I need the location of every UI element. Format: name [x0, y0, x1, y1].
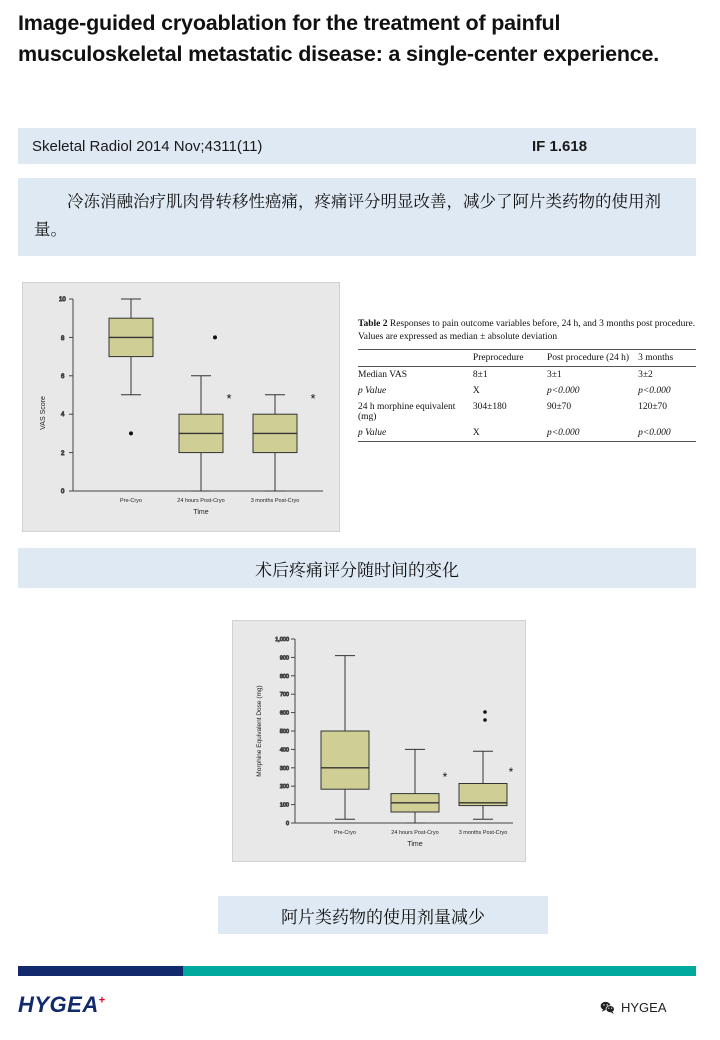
table-cell-variable: p Value	[358, 386, 387, 396]
svg-text:500: 500	[279, 729, 289, 735]
figure-b-caption-bar	[218, 896, 548, 934]
footer-rule-teal	[183, 966, 696, 976]
table-cell-pre: 8±1	[472, 370, 488, 380]
table-row	[358, 383, 696, 399]
svg-text:Morphine Equivalent Dose (mg): Morphine Equivalent Dose (mg)	[256, 685, 263, 777]
svg-text:900: 900	[279, 655, 289, 662]
svg-text:100: 100	[279, 802, 289, 809]
table-cell-variable: p Value	[358, 428, 387, 438]
svg-text:200: 200	[279, 784, 289, 791]
table-header-variable	[358, 350, 473, 367]
table-cell-pre: X	[472, 386, 480, 396]
hygea-logo-text: HYGEA	[18, 992, 99, 1017]
summary-box	[18, 178, 696, 256]
table-cell-pre: X	[472, 428, 480, 438]
figure-b-svg	[233, 621, 523, 859]
table-row	[358, 367, 696, 384]
svg-text:3 months Post-Cryo: 3 months Post-Cryo	[250, 498, 300, 504]
svg-text:800: 800	[279, 673, 289, 680]
table-cell-variable: Median VAS	[358, 370, 408, 380]
table-cell-3m: p<0.000	[638, 386, 671, 396]
svg-text:8: 8	[61, 336, 65, 342]
wechat-label: HYGEA	[621, 1000, 667, 1015]
table-row	[358, 425, 696, 442]
hygea-logo-mark: +	[98, 994, 106, 1007]
table-cell-post24: p<0.000	[546, 386, 580, 396]
svg-text:Pre-Cryo: Pre-Cryo	[119, 498, 143, 504]
svg-text:6: 6	[61, 374, 65, 380]
table-label: Table 2	[358, 319, 388, 329]
journal-reference-bar	[18, 128, 696, 164]
figure-a-svg	[23, 283, 337, 529]
figure-a-caption: 术后疼痛评分随时间的变化	[255, 560, 459, 580]
table-header-preprocedure: Preprocedure	[472, 353, 524, 363]
hygea-logo	[18, 992, 106, 1018]
wechat-account	[600, 1000, 667, 1015]
footer-rule	[18, 966, 696, 976]
journal-reference: Skeletal Radiol 2014 Nov;4311(11)	[32, 137, 263, 155]
summary-text: 冷冻消融治疗肌肉骨转移性癌痛，疼痛评分明显改善，减少了阿片类药物的使用剂量。	[34, 193, 661, 239]
svg-text:VAS Score: VAS Score	[40, 396, 47, 430]
figure-b-caption: 阿片类药物的使用剂量减少	[281, 907, 485, 927]
svg-text:10: 10	[59, 297, 66, 303]
svg-text:Time: Time	[193, 509, 209, 516]
table-header-3months: 3 months	[638, 353, 674, 363]
svg-text:300: 300	[279, 765, 289, 772]
table-cell-3m: p<0.000	[638, 428, 671, 438]
table-header-post24: Post procedure (24 h)	[546, 353, 630, 363]
table-cell-post24: 90±70	[546, 402, 572, 412]
svg-text:*: *	[442, 770, 448, 784]
table-header-row	[358, 350, 696, 367]
svg-text:400: 400	[279, 747, 289, 754]
svg-text:*: *	[310, 391, 316, 406]
footer-rule-navy	[18, 966, 183, 976]
svg-text:*: *	[226, 391, 232, 406]
page-title: Image-guided cryoablation for the treatment of painful musculoskeletal metastatic disease: a single-center experience.	[18, 11, 660, 66]
svg-text:4: 4	[61, 412, 65, 418]
svg-text:24 hours Post-Cryo: 24 hours Post-Cryo	[177, 498, 225, 504]
impact-factor: IF 1.618	[532, 137, 588, 155]
figure-b-boxplot	[232, 620, 526, 862]
figure-a-caption-bar	[18, 548, 696, 588]
wechat-icon	[600, 1001, 615, 1014]
table-cell-3m: 3±2	[638, 370, 653, 380]
table-cell-variable: 24 h morphine equivalent (mg)	[358, 402, 456, 422]
svg-text:600: 600	[279, 710, 289, 717]
figure-a-boxplot	[22, 282, 340, 532]
table-cell-3m: 120±70	[638, 402, 668, 412]
table-cell-post24: 3±1	[546, 370, 562, 380]
svg-text:Pre-Cryo: Pre-Cryo	[333, 830, 357, 836]
table-2	[358, 318, 696, 442]
svg-text:2: 2	[61, 451, 65, 457]
svg-text:0: 0	[285, 821, 289, 827]
table-cell-post24: p<0.000	[546, 428, 580, 438]
svg-text:*: *	[508, 765, 514, 779]
svg-text:700: 700	[279, 692, 289, 699]
svg-text:Time: Time	[407, 841, 423, 848]
svg-text:3 months Post-Cryo: 3 months Post-Cryo	[458, 830, 508, 836]
svg-text:0: 0	[61, 489, 65, 495]
table-row	[358, 399, 696, 425]
table-caption-text: Responses to pain outcome variables before, 24 h, and 3 months post procedure. Values are expressed as median ± absolute deviation	[358, 319, 696, 342]
table-cell-pre: 304±180	[472, 402, 507, 412]
svg-text:24 hours Post-Cryo: 24 hours Post-Cryo	[391, 830, 439, 836]
svg-text:1,000: 1,000	[275, 637, 289, 643]
table-caption	[358, 318, 696, 343]
